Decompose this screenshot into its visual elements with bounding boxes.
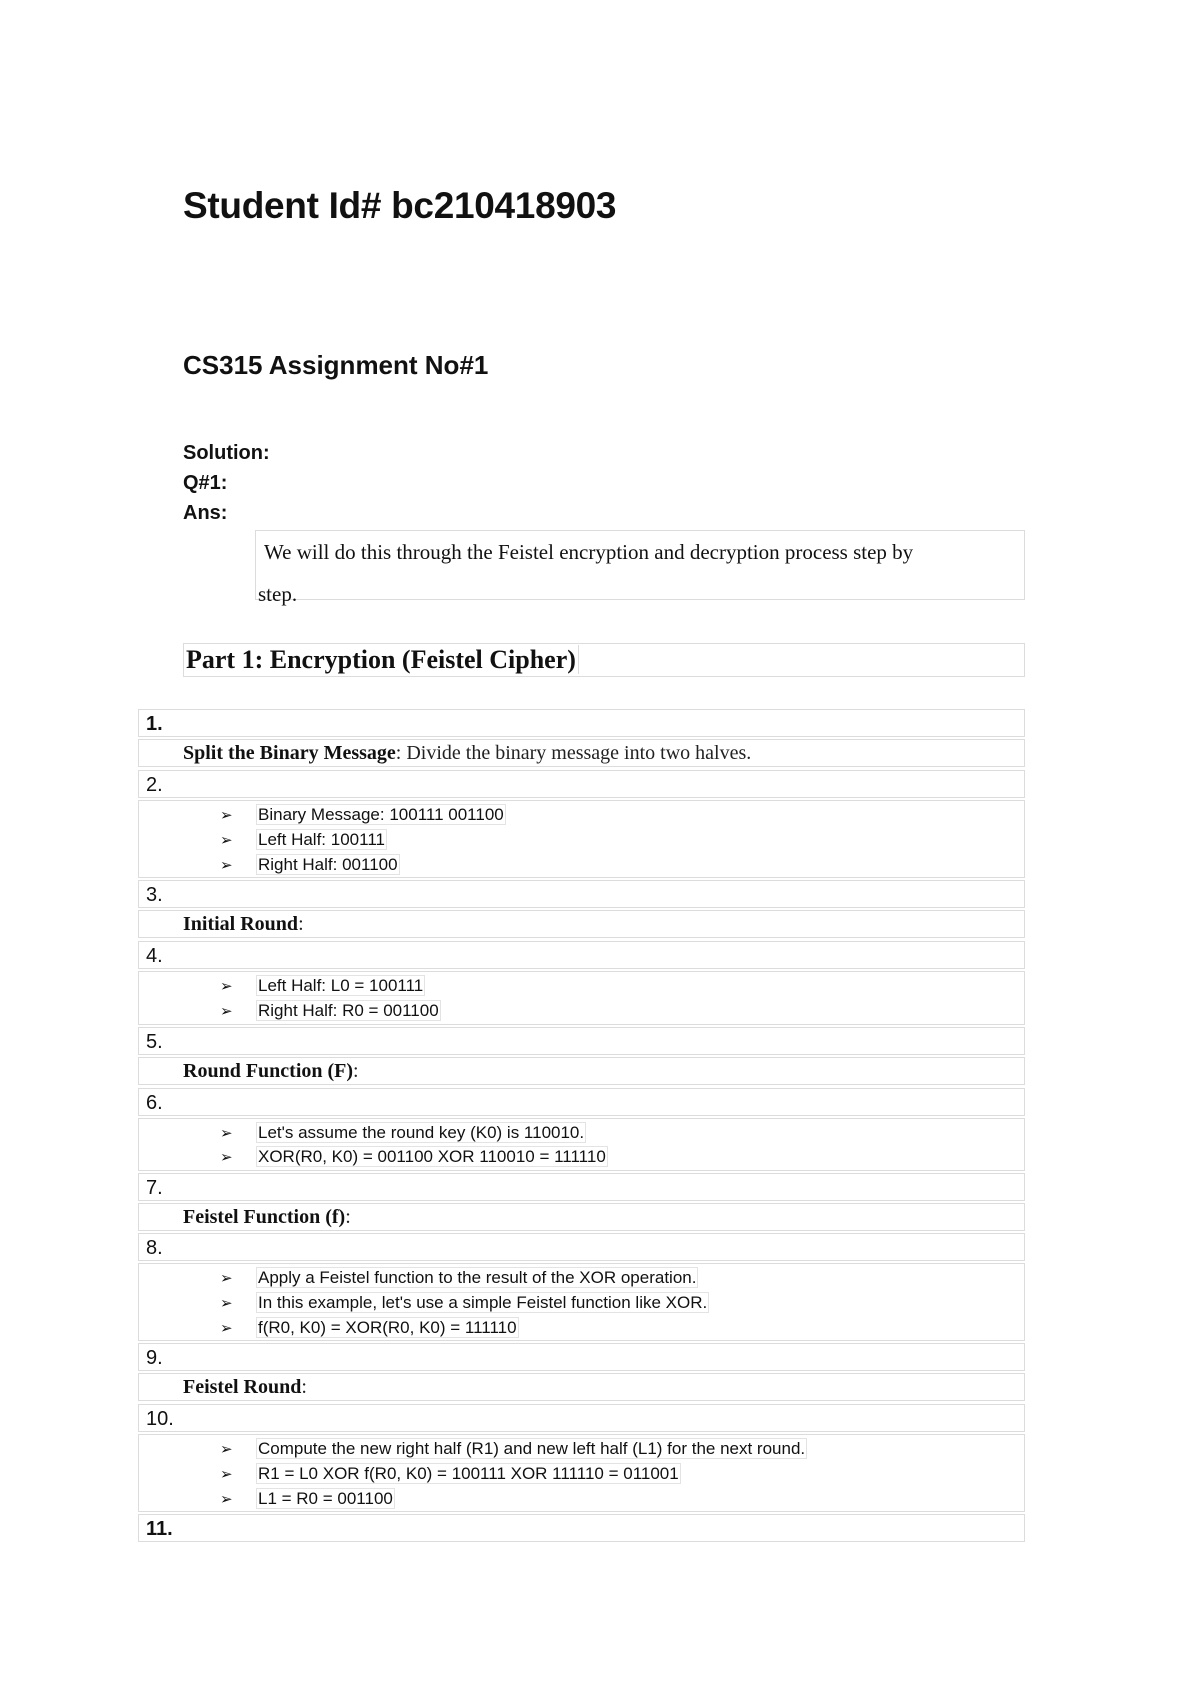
solution-label: Solution: bbox=[183, 442, 270, 464]
list-item: ➢ Left Half: 100111 bbox=[220, 828, 387, 852]
step-heading-row bbox=[138, 1203, 1025, 1231]
arrowhead-bullet-icon: ➢ bbox=[220, 1270, 233, 1287]
step-heading: Initial Round bbox=[183, 913, 299, 935]
bullet-list bbox=[138, 1118, 1025, 1171]
list-item: ➢ Let's assume the round key (K0) is 110010. bbox=[220, 1121, 586, 1145]
arrowhead-bullet-icon: ➢ bbox=[220, 1466, 233, 1483]
part1-heading-text: Part 1: Encryption (Feistel Cipher) bbox=[186, 645, 579, 674]
bullet-list bbox=[138, 800, 1025, 878]
step-heading-rest: : bbox=[301, 1376, 307, 1398]
step-number: 6. bbox=[138, 1088, 1025, 1116]
step-heading: Split the Binary Message bbox=[183, 742, 396, 764]
list-item: ➢ Binary Message: 100111 001100 bbox=[220, 803, 506, 827]
step-heading: Round Function (F) bbox=[183, 1060, 354, 1082]
intro-paragraph bbox=[255, 530, 1025, 606]
list-item: ➢ XOR(R0, K0) = 001100 XOR 110010 = 111110 bbox=[220, 1145, 608, 1169]
list-item: ➢ Right Half: R0 = 001100 bbox=[220, 999, 441, 1023]
assignment-title: CS315 Assignment No#1 bbox=[183, 350, 489, 380]
step-heading-rest: : Divide the binary message into two halves. bbox=[395, 742, 752, 764]
arrowhead-bullet-icon: ➢ bbox=[220, 832, 233, 849]
student-id-title: Student Id# bc210418903 bbox=[183, 185, 617, 226]
step-number: 9. bbox=[138, 1343, 1025, 1371]
step-heading-row bbox=[138, 739, 1025, 767]
list-item: ➢ In this example, let's use a simple Feistel function like XOR. bbox=[220, 1291, 709, 1315]
step-number: 7. bbox=[138, 1173, 1025, 1201]
bullet-list bbox=[138, 1263, 1025, 1341]
step-heading-row bbox=[138, 1057, 1025, 1085]
step-number: 5. bbox=[138, 1027, 1025, 1055]
step-number: 11. bbox=[138, 1514, 1025, 1542]
step-heading-rest: : bbox=[345, 1206, 351, 1228]
bullet-list bbox=[138, 971, 1025, 1025]
list-item: ➢ L1 = R0 = 001100 bbox=[220, 1487, 395, 1511]
step-number: 8. bbox=[138, 1233, 1025, 1261]
arrowhead-bullet-icon: ➢ bbox=[220, 1125, 233, 1142]
step-heading-rest: : bbox=[353, 1060, 359, 1082]
arrowhead-bullet-icon: ➢ bbox=[220, 1320, 233, 1337]
step-heading: Feistel Function (f) bbox=[183, 1206, 346, 1228]
arrowhead-bullet-icon: ➢ bbox=[220, 1441, 233, 1458]
step-heading-row bbox=[138, 1373, 1025, 1401]
arrowhead-bullet-icon: ➢ bbox=[220, 1295, 233, 1312]
intro-line-1: We will do this through the Feistel encryption and decryption process step by bbox=[264, 540, 914, 564]
step-heading-row bbox=[138, 910, 1025, 938]
list-item: ➢ Left Half: L0 = 100111 bbox=[220, 974, 425, 998]
arrowhead-bullet-icon: ➢ bbox=[220, 1003, 233, 1020]
list-item: ➢ Apply a Feistel function to the result of the XOR operation. bbox=[220, 1266, 698, 1290]
list-item: ➢ Compute the new right half (R1) and new left half (L1) for the next round. bbox=[220, 1437, 807, 1461]
list-item: ➢ f(R0, K0) = XOR(R0, K0) = 111110 bbox=[220, 1316, 519, 1340]
intro-line-2: step. bbox=[258, 582, 298, 606]
step-number: 2. bbox=[138, 770, 1025, 798]
arrowhead-bullet-icon: ➢ bbox=[220, 857, 233, 874]
bullet-list bbox=[138, 1434, 1025, 1512]
step-heading: Feistel Round bbox=[183, 1376, 302, 1398]
step-heading-rest: : bbox=[298, 913, 304, 935]
step-number: 10. bbox=[138, 1404, 1025, 1432]
list-item: ➢ Right Half: 001100 bbox=[220, 853, 400, 877]
arrowhead-bullet-icon: ➢ bbox=[220, 978, 233, 995]
arrowhead-bullet-icon: ➢ bbox=[220, 1149, 233, 1166]
part1-heading bbox=[183, 643, 1025, 677]
question-label: Q#1: bbox=[183, 472, 228, 494]
step-number: 3. bbox=[138, 880, 1025, 908]
step-number: 4. bbox=[138, 941, 1025, 969]
answer-label: Ans: bbox=[183, 502, 228, 524]
arrowhead-bullet-icon: ➢ bbox=[220, 807, 233, 824]
arrowhead-bullet-icon: ➢ bbox=[220, 1491, 233, 1508]
list-item: ➢ R1 = L0 XOR f(R0, K0) = 100111 XOR 111110 = 011001 bbox=[220, 1462, 681, 1486]
step-number: 1. bbox=[138, 709, 1025, 737]
